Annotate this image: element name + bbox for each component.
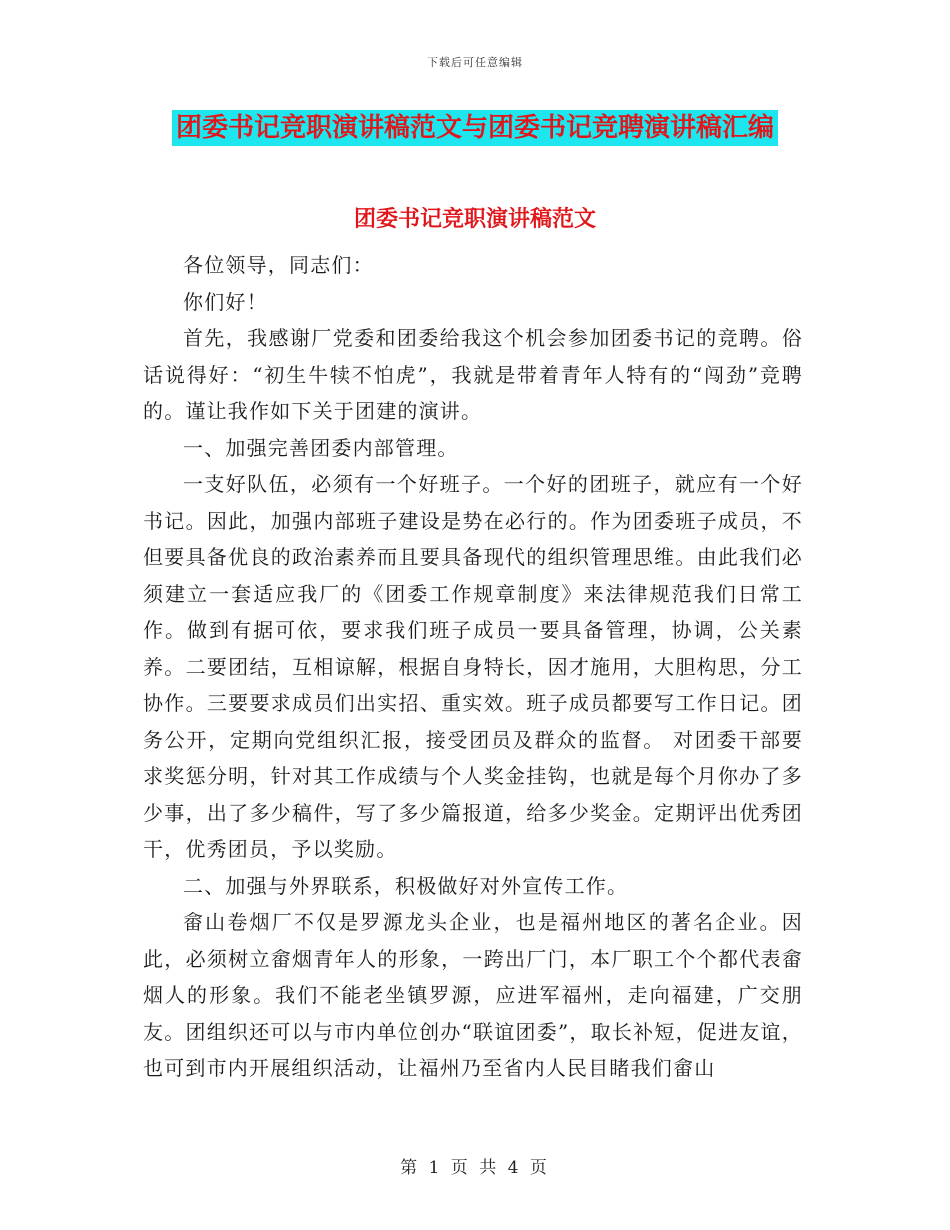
page-footer-number: 第 1 页 共 4 页 <box>400 1158 550 1178</box>
page-header-note: 下载后可任意编辑 <box>427 56 523 69</box>
paragraph-greeting: 你们好！ <box>183 289 268 314</box>
document-body <box>143 247 803 1087</box>
section-heading-2: 二、加强与外界联系，积极做好对外宣传工作。 <box>183 873 629 898</box>
document-main-title: 团委书记竞职演讲稿范文与团委书记竞聘演讲稿汇编 <box>172 110 778 146</box>
paragraph-salutation: 各位领导，同志们： <box>183 253 374 277</box>
paragraph-section-1: 一支好队伍，必须有一个好班子。一个好的团班子，就应有一个好书记。因此，加强内部班子建设是势在必行的。作为团委班子成员，不但要具备优良的政治素养而且要具备现代的组织管理思维。由此我们必须建立一套适应我厂的《团委工作规章制度》来法律规范我们日常工作。做到有据可依，要求我们班子成员一要具备管理，协调，公关素养。二要团结，互相谅解，根据自身特长，因才施用，大胆构思，分工协作。三要要求成员们出实招、重实效。班子成员都要写工作日记。团务公开，定期向党组织汇报，接受团员及群众的监督。 对团委干部要求奖惩分明，针对其工作成绩与个人奖金挂钩，也就是每个月你办了多少事，出了多少稿件，写了多少篇报道，给多少奖金。定期评出优秀团干，优秀团员，予以奖励。 <box>143 472 803 861</box>
document-sub-title: 团委书记竞职演讲稿范文 <box>353 207 596 232</box>
section-heading-1: 一、加强完善团委内部管理。 <box>183 435 459 460</box>
paragraph-section-2: 畲山卷烟厂不仅是罗源龙头企业，也是福州地区的著名企业。因此，必须树立畲烟青年人的形象，一跨出厂门，本厂职工个个都代表畲烟人的形象。我们不能老坐镇罗源，应进军福州，走向福建，广交朋友。团组织还可以与市内单位创办“联谊团委”，取长补短，促进友谊，也可到市内开展组织活动，让福州乃至省内人民目睹我们畲山 <box>143 910 803 1080</box>
paragraph-intro: 首先，我感谢厂党委和团委给我这个机会参加团委书记的竞聘。俗话说得好：“初生牛犊不怕虎”，我就是带着青年人特有的“闯劲”竞聘 的。谨让我作如下关于团建的演讲。 <box>143 326 803 423</box>
main-title-container <box>0 110 950 146</box>
